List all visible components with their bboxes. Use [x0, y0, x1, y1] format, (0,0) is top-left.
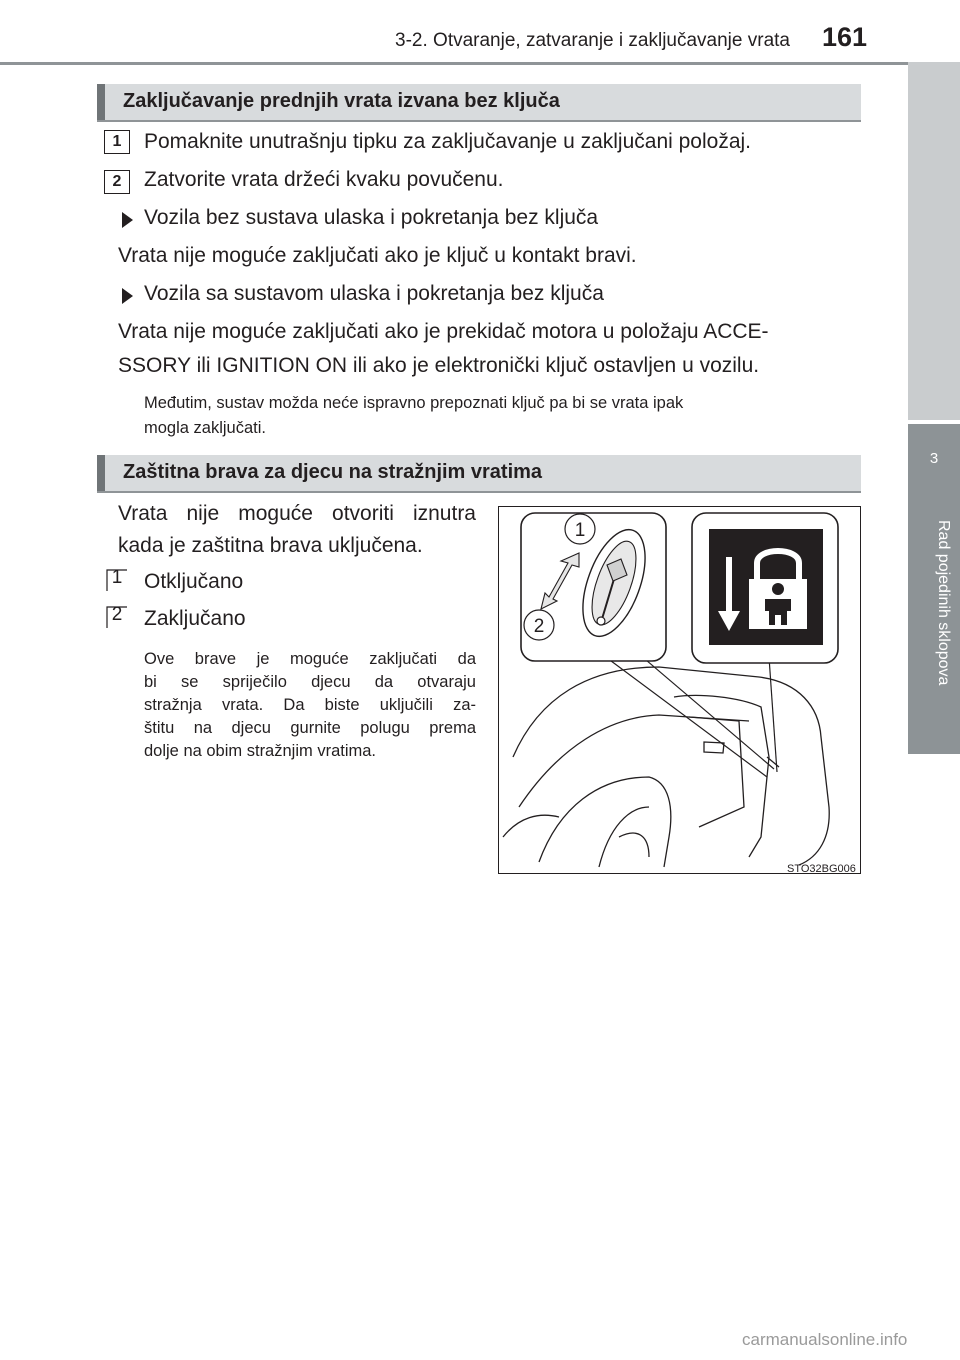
case-text: Vrata nije moguće zaključati ako je ključ u kontakt bravi.: [118, 244, 637, 267]
note-line: mogla zaključati.: [144, 419, 266, 437]
figure-callout-1: 1: [574, 520, 586, 541]
section-rule-2: [97, 491, 861, 493]
child-lock-illustration: [498, 506, 861, 874]
case-title: Vozila sa sustavom ulaska i pokretanja bez ključa: [144, 282, 604, 305]
item-label: Otključano: [144, 570, 244, 593]
item-label: Zaključano: [144, 607, 246, 630]
figure-code: STO32BG006: [787, 863, 856, 875]
intro-line: Vrata nije moguće otvoriti iznutra: [118, 502, 476, 525]
child-lock-drawing: [499, 507, 859, 872]
bullet-triangle-icon: [122, 212, 133, 228]
side-tab-upper: [908, 62, 960, 420]
note-line: štitu na djecu gurnite polugu prema: [144, 719, 476, 737]
note-line: Ove brave je moguće zaključati da: [144, 650, 476, 668]
step-text: Zatvorite vrata držeći kvaku povučenu.: [144, 168, 504, 191]
note-line: Međutim, sustav možda neće ispravno prepoznati ključ pa bi se vrata ipak: [144, 394, 684, 412]
step-number-box: 2: [104, 170, 130, 194]
case-title: Vozila bez sustava ulaska i pokretanja bez ključa: [144, 206, 599, 229]
callout-number: 1: [111, 567, 123, 588]
chapter-number: 3: [929, 450, 939, 467]
callout-circle-icon: [104, 567, 130, 593]
section-heading-1: [97, 84, 861, 120]
case-text-line: SSORY ili IGNITION ON ili ako je elektronički ključ ostavljen u vozilu.: [118, 354, 760, 377]
note-line: dolje na obim stražnjim vratima.: [144, 742, 376, 760]
section-heading-1-text: Zaključavanje prednjih vrata izvana bez ključa: [123, 90, 560, 112]
section-heading-2: [97, 455, 861, 491]
case-text-line: Vrata nije moguće zaključati ako je prekidač motora u položaju ACCE-: [118, 320, 769, 343]
note-line: bi se spriječilo djecu da otvaraju: [144, 673, 476, 691]
bullet-triangle-icon: [122, 288, 133, 304]
callout-circle-icon: [104, 604, 130, 630]
watermark: carmanualsonline.info: [742, 1330, 908, 1349]
running-header: 3-2. Otvaranje, zatvaranje i zaključavanje vrata: [395, 30, 790, 51]
section-heading-2-text: Zaštitna brava za djecu na stražnjim vratima: [123, 461, 543, 483]
figure-callout-2: 2: [533, 616, 545, 637]
note-line: stražnja vrata. Da biste uključili za-: [144, 696, 476, 714]
step-number-box: 1: [104, 130, 130, 154]
header-rule: [0, 62, 960, 65]
chapter-title: Rad pojedinih sklopova: [935, 520, 952, 686]
section-rule-1: [97, 120, 861, 122]
intro-line: kada je zaštitna brava uključena.: [118, 534, 423, 557]
callout-number: 2: [111, 604, 123, 625]
step-text: Pomaknite unutrašnju tipku za zaključavanje u zaključani položaj.: [144, 130, 752, 153]
note-paragraph: [144, 648, 476, 763]
page-number: 161: [822, 22, 868, 52]
